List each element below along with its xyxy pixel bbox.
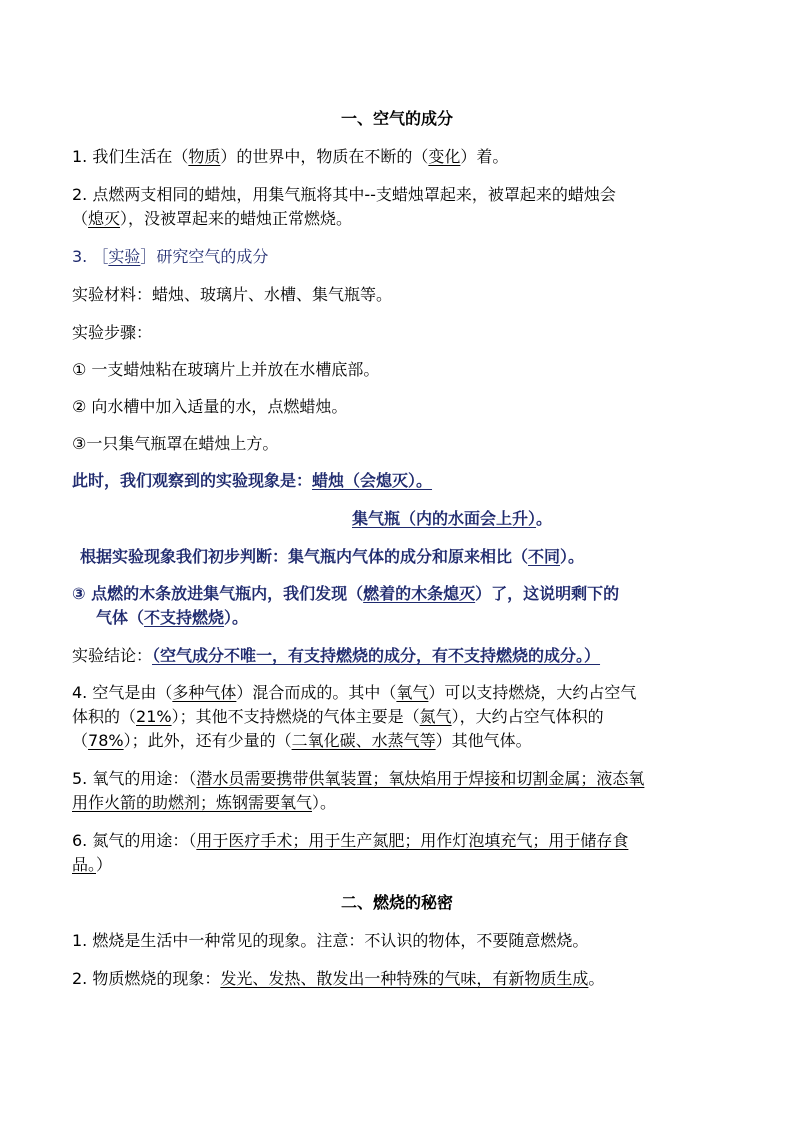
item-5-line-2 [72, 792, 336, 814]
text-segment: 实验 [108, 247, 141, 266]
text-segment: 6. 氮气的用途：（ [72, 831, 197, 850]
text-segment: 熄灭 [88, 209, 121, 228]
text-segment: 气体（ [96, 608, 145, 627]
step-3 [72, 433, 278, 455]
burn-item-2 [72, 968, 604, 990]
text-segment: 体积的（ [72, 707, 137, 726]
text-segment: 。 [536, 509, 553, 528]
burn-item-1 [72, 930, 588, 952]
text-segment: 1. 我们生活在（ [72, 147, 189, 166]
section-title-2 [0, 892, 794, 914]
section-title-1 [0, 108, 794, 130]
text-segment: 此时，我们观察到的实验现象是： [72, 471, 313, 490]
steps-label [72, 322, 152, 344]
text-segment: 变化 [428, 147, 461, 166]
text-segment: ② 向水槽中加入适量的水，点燃蜡烛。 [72, 397, 348, 416]
text-segment: （ [72, 209, 89, 228]
text-segment: ），大约占空气体积的 [451, 707, 604, 726]
text-segment: 1. 燃烧是生活中一种常见的现象。注意：不认识的物体，不要随意燃烧。 [72, 931, 589, 950]
text-segment: ③ 点燃的木条放进集气瓶内，我们发现（ [72, 584, 364, 603]
text-segment: 。 [588, 969, 605, 988]
text-segment: ）；此外，还有少量的（ [123, 731, 292, 750]
text-segment: ）其他气体。 [435, 731, 532, 750]
text-segment: ）。 [224, 608, 249, 627]
text-segment: ）的世界中，物质在不断的（ [220, 147, 429, 166]
text-segment: 多种气体 [172, 683, 237, 702]
text-segment: （空气成分不唯一，有支持燃烧的成分，有不支持燃烧的成分。） [152, 646, 601, 665]
text-segment: 集气瓶（内的水面会上升） [352, 509, 537, 528]
text-segment: 一、空气的成分 [340, 109, 453, 128]
item-1 [72, 146, 508, 168]
item-5-line-1 [72, 768, 644, 790]
text-segment: 品。 [72, 855, 97, 874]
text-segment: 实验材料：蜡烛、玻璃片、水槽、集气瓶等。 [72, 285, 393, 304]
text-segment: ③一只集气瓶罩在蜡烛上方。 [72, 434, 279, 453]
materials [72, 284, 392, 306]
text-segment: 实验结论： [72, 646, 153, 665]
text-segment: 根据实验现象我们初步判断：集气瓶内气体的成分和原来相比（ [80, 547, 529, 566]
text-segment: 用于医疗手术；用于生产氮肥；用作灯泡填充气；用于储存食 [196, 831, 629, 850]
text-segment: 氧气 [396, 683, 429, 702]
text-segment: ） [96, 855, 113, 874]
text-segment: 实验步骤： [72, 323, 153, 342]
text-segment: ）混合而成的。其中（ [236, 683, 397, 702]
item-6-line-1 [72, 830, 628, 852]
text-segment: 二氧化碳、水蒸气等 [291, 731, 436, 750]
text-segment: ）。 [560, 547, 585, 566]
item-4-line-2 [72, 706, 604, 728]
text-segment: 78% [88, 731, 124, 750]
step-3b-line-2 [96, 607, 248, 629]
text-segment: ）；其他不支持燃烧的气体主要是（ [171, 707, 420, 726]
text-segment: 不同 [528, 547, 561, 566]
text-segment: 2. 点燃两支相同的蜡烛，用集气瓶将其中--支蜡烛罩起来，被罩起来的蜡烛会 [72, 185, 616, 204]
text-segment: 发光、发热、散发出一种特殊的气味，有新物质生成 [220, 969, 589, 988]
text-segment: 3. ［ [72, 247, 109, 266]
text-segment: 氮气 [419, 707, 452, 726]
item-2-line-1 [72, 184, 616, 206]
observation-line-2 [352, 508, 552, 530]
item-6-line-2 [72, 854, 112, 876]
step-2 [72, 396, 347, 418]
text-segment: 蜡烛（会熄灭）。 [312, 471, 433, 490]
item-3 [72, 246, 268, 268]
item-4-line-3 [72, 730, 532, 752]
text-segment: 物质 [188, 147, 221, 166]
text-segment: ），没被罩起来的蜡烛正常燃烧。 [120, 209, 353, 228]
text-segment: 用作火箭的助燃剂；炼钢需要氧气 [72, 793, 313, 812]
conclusion [72, 645, 600, 667]
text-segment: ）可以支持燃烧，大约占空气 [428, 683, 637, 702]
text-segment: ）着。 [460, 147, 509, 166]
text-segment: 不支持燃烧 [144, 608, 225, 627]
text-segment: ）。 [312, 793, 337, 812]
text-segment: 燃着的木条熄灭 [363, 584, 476, 603]
judgement [80, 546, 584, 568]
text-segment: （ [72, 731, 89, 750]
step-3b-line-1 [72, 583, 619, 605]
text-segment: 4. 空气是由（ [72, 683, 173, 702]
text-segment: 二、燃烧的秘密 [340, 893, 453, 912]
item-2-line-2 [72, 208, 352, 230]
text-segment: ① 一支蜡烛粘在玻璃片上并放在水槽底部。 [72, 360, 380, 379]
item-4-line-1 [72, 682, 636, 704]
text-segment: ］研究空气的成分 [140, 247, 269, 266]
text-segment: 2. 物质燃烧的现象： [72, 969, 221, 988]
text-segment: 潜水员需要携带供氧装置；氧炔焰用于焊接和切割金属；液态氧 [196, 769, 645, 788]
text-segment: 21% [136, 707, 172, 726]
observation-line-1 [72, 470, 460, 492]
step-1 [72, 359, 379, 381]
text-segment: 5. 氧气的用途：（ [72, 769, 197, 788]
text-segment: ）了，这说明剩下的 [475, 584, 620, 603]
